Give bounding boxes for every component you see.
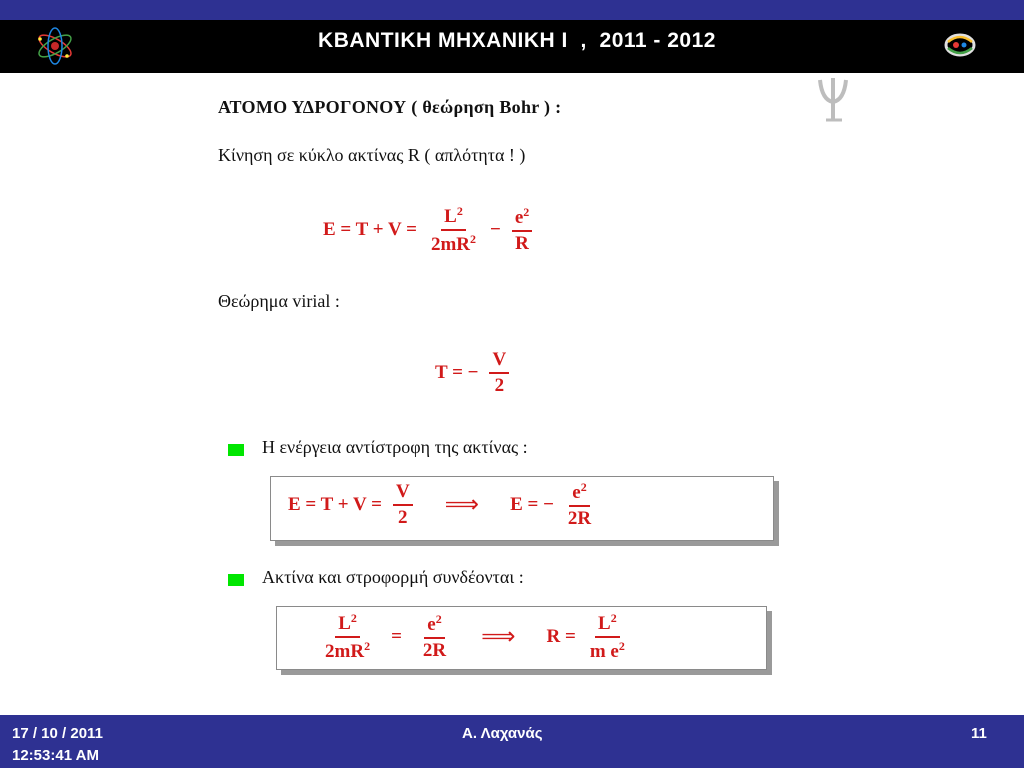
box1-fraction-e: $\frac{e^2}{2R}$ xyxy=(567,480,592,529)
swirl-logo-icon xyxy=(942,30,978,60)
footer-date: 17 / 10 / 2011 xyxy=(12,725,103,742)
energy-equation xyxy=(318,205,538,255)
virial-fraction: $\frac{V}{2}$ xyxy=(489,350,509,396)
virial-equation xyxy=(430,350,515,396)
energy-bullet-text: Η ενέργεια αντίστροφη της ακτίνας : xyxy=(262,437,528,457)
equals-sign: = xyxy=(391,625,402,647)
bullet-square xyxy=(228,444,244,456)
slide-heading: ΑΤΟΜΟ ΥΔΡΟΓΟΝΟΥ ( θεώρηση Bohr ) : xyxy=(218,97,562,117)
energy-equation-lhs: E = T + V = xyxy=(323,218,417,240)
minus-sign: − xyxy=(490,218,501,240)
box2-fraction-l: $\frac{L^2}{2mR^2}$ xyxy=(325,611,371,662)
circular-motion-text: Κίνηση σε κύκλο ακτίνας R ( απλότητα ! ) xyxy=(218,145,526,165)
radius-bullet-text: Ακτίνα και στροφορμή συνδέονται : xyxy=(262,567,524,587)
implies-arrow: ⟹ xyxy=(444,492,480,519)
virial-theorem-label: Θεώρημα virial : xyxy=(218,291,340,311)
psi-watermark-icon xyxy=(812,74,854,126)
implies-arrow: ⟹ xyxy=(481,624,516,651)
footer-time: 12:53:41 AM xyxy=(12,747,99,764)
radius-result-equation xyxy=(316,612,634,662)
box1-lhs: E = T + V = xyxy=(288,493,382,515)
footer-author: Α. Λαχανάς xyxy=(462,725,543,742)
box2-fraction-radius: $\frac{L^2}{m e^2}$ xyxy=(589,611,625,662)
virial-equation-lhs: T = − xyxy=(435,361,479,383)
box2-mid: R = xyxy=(546,625,576,647)
slide-title: ΚΒΑΝΤΙΚΗ ΜΗΧΑΝΙΚΗ Ι , 2011 - 2012 xyxy=(318,29,716,52)
atom-icon xyxy=(34,25,76,67)
potential-fraction: $\frac{e^2}{R}$ xyxy=(512,206,532,254)
box1-mid: E = − xyxy=(510,493,554,515)
page-number: 11 xyxy=(971,725,987,742)
energy-result-equation xyxy=(283,481,600,529)
box2-fraction-e: $\frac{e^2}{2R}$ xyxy=(422,612,447,661)
top-blue-strip xyxy=(0,0,1024,20)
box1-fraction-v: $\frac{V}{2}$ xyxy=(393,482,413,528)
kinetic-fraction: $\frac{L^2}{2mR^2}$ xyxy=(430,204,476,255)
bullet-square xyxy=(228,574,244,586)
